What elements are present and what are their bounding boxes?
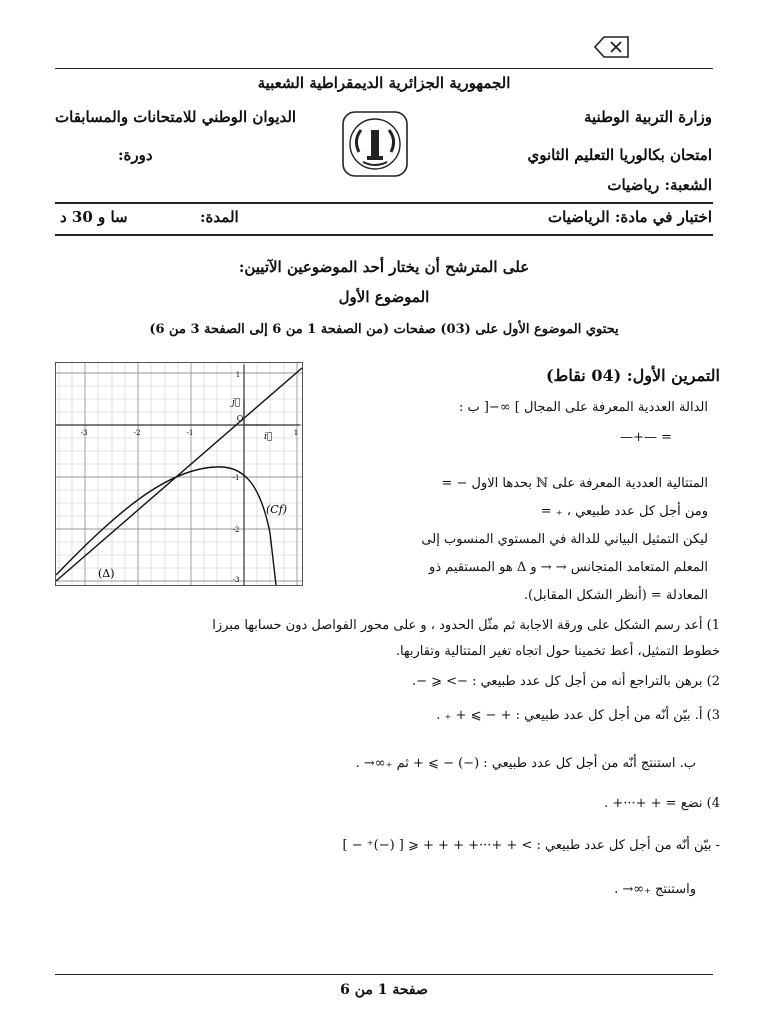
republic-title: الجمهورية الجزائرية الديمقراطية الشعبية — [257, 74, 511, 92]
subject-divider — [55, 234, 713, 236]
question-4b: - بيّن أنّه من أجل كل عدد طبيعي : > + +···+ + + + ⩽ [ (−)⁺ − ] — [342, 838, 720, 853]
office-name: الديوان الوطني للامتحانات والمسابقات — [55, 108, 297, 126]
exercise-line-3: المتتالية العددية المعرفة على ℕ بحدها الاول − = — [441, 476, 708, 491]
top-divider — [55, 68, 713, 69]
question-1b: خطوط التمثيل، أعط تخمينا حول اتجاه تغير المتتالية وتقاربها. — [395, 644, 720, 659]
question-3a: 3) أ. بيّن أنّه من أجل كل عدد طبيعي : + − ⩾ + ₊ . — [436, 708, 720, 723]
exercise-line-2: = —+— — [620, 430, 672, 445]
duration-label: المدة: — [200, 208, 239, 226]
exercise-line-6: المعلم المتعامد المتجانس → → و Δ هو المستقيم ذو — [429, 560, 708, 575]
y-tick: -2 — [232, 526, 240, 534]
vector-j-label: j⃗ — [232, 398, 241, 408]
line-label: (Δ) — [98, 567, 115, 580]
exercise-line-1: الدالة العددية المعرفة على المجال ] ∞−[ ب : — [458, 400, 708, 415]
function-graph — [55, 362, 303, 586]
close-button[interactable] — [594, 36, 630, 58]
session-label: دورة: — [118, 146, 153, 164]
y-tick: -1 — [232, 474, 240, 482]
x-tick: -2 — [133, 429, 141, 437]
graph-svg — [56, 363, 302, 585]
exercise-title: التمرين الأول: (04 نقاط) — [545, 366, 720, 385]
exercise-line-4: ومن أجل كل عدد طبيعي ، ₊ = — [540, 504, 708, 519]
origin-label: O — [236, 414, 244, 423]
question-4: 4) نضع = + +···+ . — [604, 796, 720, 811]
exercise-line-5: ليكن التمثيل البياني للدالة في المستوي المنسوب إلى — [421, 532, 708, 547]
question-2: 2) برهن بالتراجع أنه من أجل كل عدد طبيعي : −> ⩽ −. — [411, 674, 720, 689]
x-tick: 1 — [293, 429, 299, 437]
y-tick: 1 — [235, 371, 241, 379]
exercise-line-7: المعادلة = (أنظر الشكل المقابل). — [523, 588, 708, 603]
page-number: صفحة 1 من 6 — [340, 982, 428, 998]
branch-label: الشعبة: رياضيات — [607, 176, 712, 194]
close-icon — [594, 36, 630, 58]
subject-label: اختبار في مادة: الرياضيات — [547, 208, 712, 226]
ministry-name: وزارة التربية الوطنية — [583, 108, 712, 126]
question-1a: 1) أعد رسم الشكل على ورقة الاجابة ثم مثّل الحدود ، و على محور الفواصل دون حسابها مبرزا — [212, 618, 720, 633]
exam-name: امتحان بكالوريا التعليم الثانوي — [527, 146, 712, 164]
topic-title: الموضوع الأول — [338, 288, 430, 306]
pages-info: يحتوي الموضوع الأول على (03) صفحات (من الصفحة 1 من 6 إلى الصفحة 3 من 6) — [149, 322, 619, 337]
choose-instruction: على المترشح أن يختار أحد الموضوعين الآتيين: — [238, 258, 530, 276]
footer-divider — [55, 974, 713, 975]
emblem-logo — [341, 110, 409, 178]
question-3b: ب. استنتج أنّه من أجل كل عدد طبيعي : (−) − ⩾ + ثم ₊∞→ . — [355, 756, 696, 771]
duration-value: سا و 30 د — [60, 208, 128, 226]
header-divider — [55, 202, 713, 204]
x-tick: -1 — [186, 429, 194, 437]
y-tick: -3 — [232, 576, 240, 584]
x-tick: -3 — [80, 429, 88, 437]
question-4c: واستنتج ₊∞→ . — [614, 882, 696, 897]
vector-i-label: i⃗ — [264, 432, 273, 442]
curve-label: (Cf) — [266, 503, 288, 516]
